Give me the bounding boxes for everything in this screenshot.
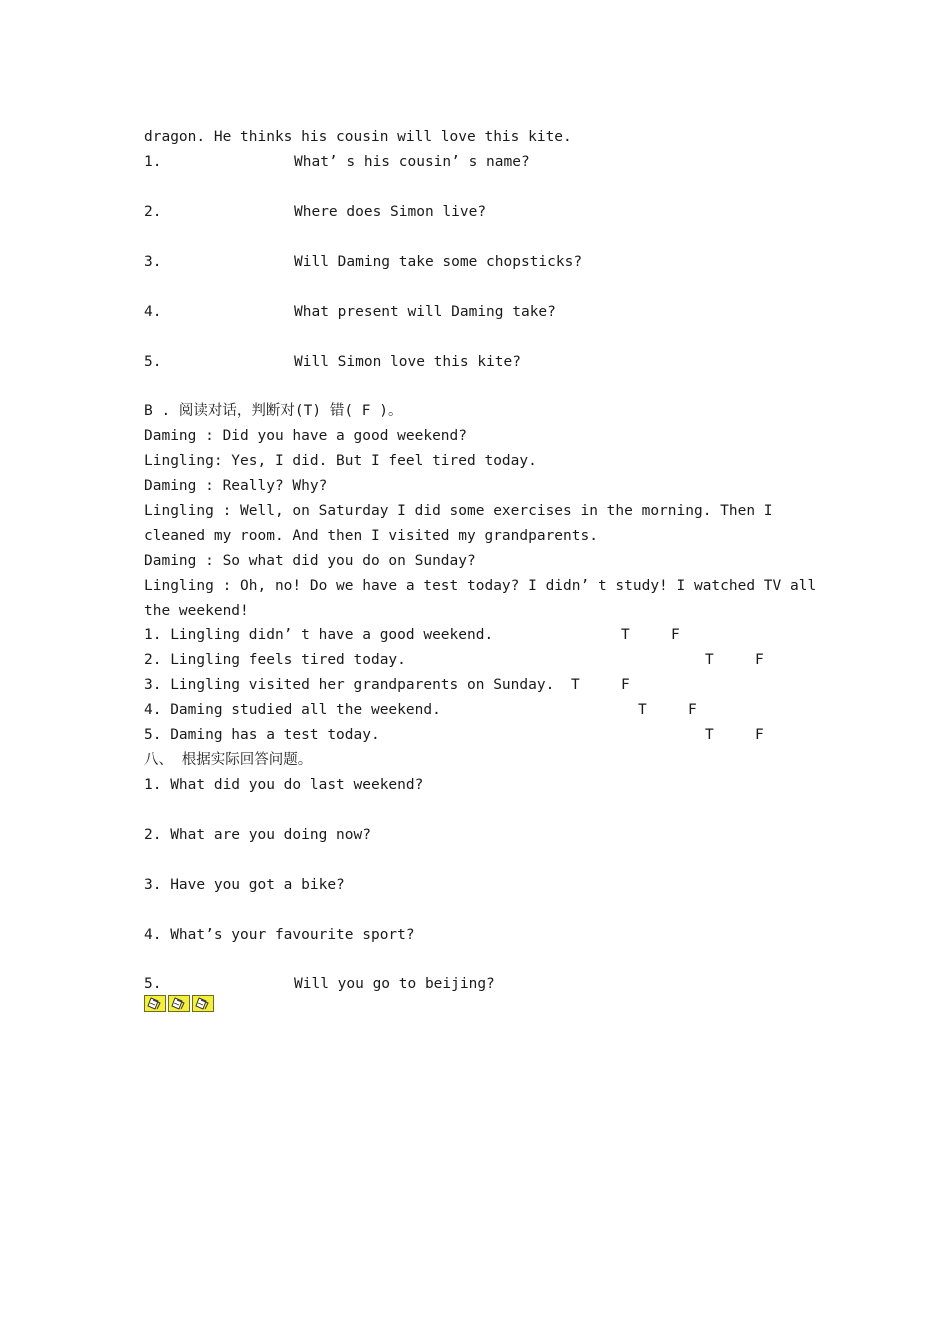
question-text: What’ s his cousin’ s name? — [294, 154, 530, 170]
dialogue-line: Lingling : Well, on Saturday I did some exercises in the morning. Then I — [144, 503, 773, 519]
tf-statement: 3. Lingling visited her grandparents on Sunday. — [144, 677, 555, 693]
icon-strip — [144, 995, 216, 1012]
false-option: F — [755, 652, 764, 668]
question-text: Where does Simon live? — [294, 204, 487, 220]
open-question: 1. What did you do last weekend? — [144, 777, 424, 793]
true-option: T — [638, 702, 647, 718]
open-question: 3. Have you got a bike? — [144, 877, 345, 893]
question-number: 5. — [144, 976, 162, 992]
dialogue-line: Daming : Really? Why? — [144, 478, 328, 494]
false-option: F — [671, 627, 680, 643]
dialogue-line: Lingling: Yes, I did. But I feel tired today. — [144, 453, 537, 469]
dialogue-line: cleaned my room. And then I visited my grandparents. — [144, 528, 598, 544]
document-icon — [192, 995, 214, 1012]
open-question: 2. What are you doing now? — [144, 827, 371, 843]
section-b-heading: B . 阅读对话，判断对(T) 错( F )。 — [144, 403, 403, 419]
document-icon — [168, 995, 190, 1012]
question-text: Will you go to beijing? — [294, 976, 495, 992]
tf-statement: 1. Lingling didn’ t have a good weekend. — [144, 627, 494, 643]
question-number: 1. — [144, 154, 162, 170]
true-option: T — [705, 727, 714, 743]
section-8-heading: 八、 根据实际回答问题。 — [144, 752, 313, 768]
question-number: 5. — [144, 354, 162, 370]
intro-line: dragon. He thinks his cousin will love this kite. — [144, 129, 572, 145]
false-option: F — [688, 702, 697, 718]
question-number: 4. — [144, 304, 162, 320]
document-icon — [144, 995, 166, 1012]
true-option: T — [705, 652, 714, 668]
dialogue-line: Lingling : Oh, no! Do we have a test today? I didn’ t study! I watched TV all — [144, 578, 817, 594]
dialogue-line: Daming : So what did you do on Sunday? — [144, 553, 476, 569]
false-option: F — [621, 677, 630, 693]
dialogue-line: Daming : Did you have a good weekend? — [144, 428, 468, 444]
tf-statement: 2. Lingling feels tired today. — [144, 652, 406, 668]
question-number: 2. — [144, 204, 162, 220]
question-text: Will Simon love this kite? — [294, 354, 521, 370]
question-text: Will Daming take some chopsticks? — [294, 254, 583, 270]
tf-statement: 5. Daming has a test today. — [144, 727, 380, 743]
open-question: 4. What’s your favourite sport? — [144, 927, 415, 943]
true-option: T — [621, 627, 630, 643]
true-option: T — [571, 677, 580, 693]
tf-statement: 4. Daming studied all the weekend. — [144, 702, 441, 718]
false-option: F — [755, 727, 764, 743]
question-number: 3. — [144, 254, 162, 270]
question-text: What present will Daming take? — [294, 304, 556, 320]
dialogue-line: the weekend! — [144, 603, 249, 619]
